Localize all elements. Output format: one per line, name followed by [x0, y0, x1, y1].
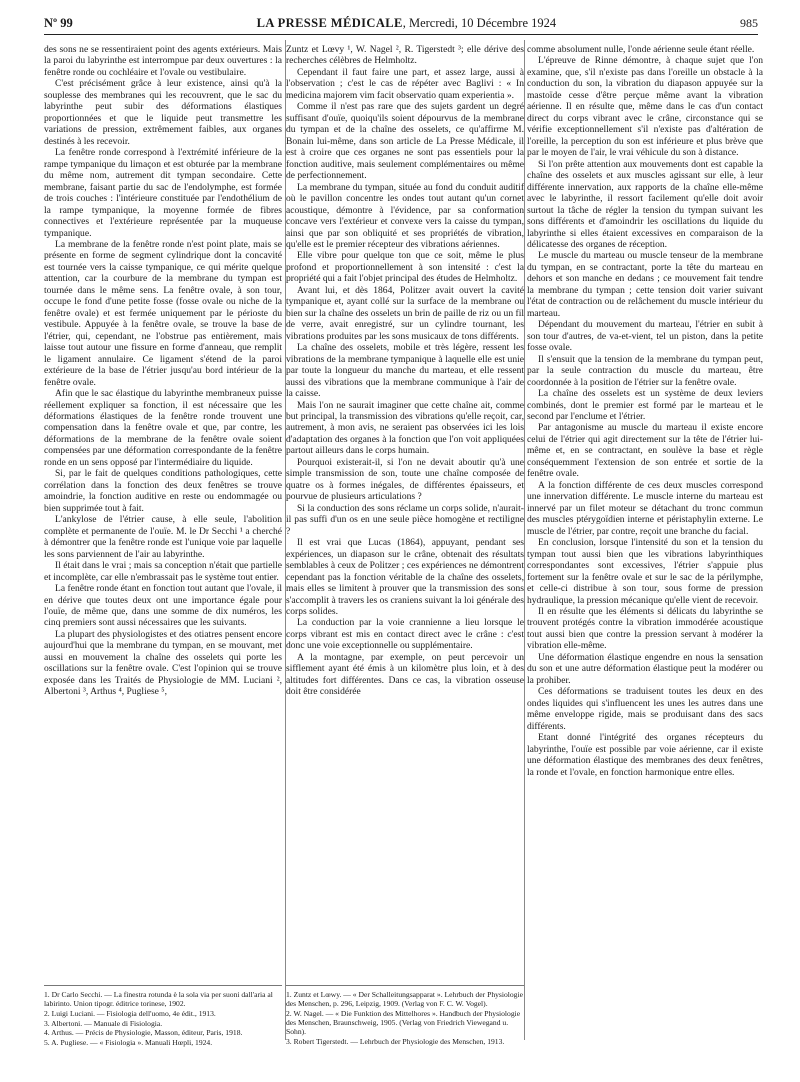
paragraph: A la montagne, par exemple, on peut percevoir un sifflement ayant été émis à un kilomètre plus loin, et à des altitudes fort différentes. Dans ce cas, la vibration osseuse doit être considérée: [286, 651, 524, 698]
paragraph: Pourquoi existerait-il, si l'on ne devait aboutir qu'à une simple transmission de son, toute une chaîne composée de quatre os à formes inégales, de différentes épaisseurs, et pourvue de plusieurs articulations ?: [286, 456, 524, 503]
paragraph: Ces déformations se traduisent toutes les deux en des ondes liquides qui s'influencent les unes les autres dans une même enveloppe rigide, mais se produisant dans des sacs différents.: [527, 686, 763, 732]
text-column-2: [286, 44, 524, 698]
issue-date: , Mercredi, 10 Décembre 1924: [402, 16, 557, 30]
paragraph: L'ankylose de l'étrier cause, à elle seule, l'abolition complète et permanente de l'ouïe. M. le Dr Secchi ¹ a cherché à démontrer que la fenêtre ronde est l'unique voie par laquelle les sons parviennent de l'air au labyrinthe.: [44, 514, 282, 560]
paragraph: La fenêtre ronde étant en fonction tout autant que l'ovale, il en dérive que toutes deux ont une importance égale pour l'ouïe, de même que, dans une somme de dix numéros, les cinq premiers sont aussi nécessaires que les suivants.: [44, 583, 282, 629]
journal-title: [257, 16, 557, 31]
paragraph: Mais l'on ne saurait imaginer que cette chaîne ait, comme but principal, la transmission des vibrations qu'elle reçoit, car, autrement, à mon avis, ne seraient pas observées ici les lois d'adaptation des organes à la fonction que l'on voit appliquées partout ailleurs dans le corps humain.: [286, 399, 524, 457]
paragraph: Si la conduction des sons réclame un corps solide, n'aurait-il pas suffi d'un os en une seule pièce homogène et rectiligne ?: [286, 502, 524, 537]
paragraph: Si, par le fait de quelques conditions pathologiques, cette corrélation dans la fonction des deux fenêtres se trouve amoindrie, la fonction auditive en reste ou endommagée ou bien supprimée tout à fait.: [44, 468, 282, 514]
paragraph: Il s'ensuit que la tension de la membrane du tympan peut, par la seule contraction du muscle du marteau, être coordonnée à la position de l'étrier sur la fenêtre ovale.: [527, 353, 763, 388]
paragraph: Si l'on prête attention aux mouvements dont est capable la chaîne des osselets et aux muscles agissant sur elle, à leur différente innervation, aux rapports de la chaîne elle-même avec le labyrinthe, il ressort facilement qu'elle doit avoir surtout la tâche de régler la tension du tympan suivant les sons différents et d'amoindrir les oscillations du liquide du labyrinthe si elles étaient excessives en comparaison de la délicatesse des organes de réception.: [527, 158, 763, 250]
footnote: 4. Arthus. — Précis de Physiologie, Masson, éditeur, Paris, 1918.: [44, 1028, 243, 1038]
footnote: 5. A. Pugliese. — « Fisiologia ». Manuali Hœpli, 1924.: [44, 1038, 213, 1048]
paragraph: La membrane du tympan, située au fond du conduit auditif où le pavillon concentre les ondes tout autant qu'un cornet acoustique, démontre à l'évidence, par sa conformation concave vers l'extérieur et convexe vers la caisse du tympan, ainsi que par son obliquité et ses propriétés de vibration, qu'elle est le premier récepteur des vibrations aériennes.: [286, 181, 524, 250]
paragraph: des sons ne se ressentiraient point des agents extérieurs. Mais la paroi du labyrinthe est interrompue par deux ouvertures : la fenêtre ronde ou cochléaire et l'ovale ou vestibulaire.: [44, 44, 282, 78]
paragraph: Elle vibre pour quelque ton que ce soit, même le plus profond et proportionnellement à son intensité : c'est la propriété qui a fait l'objet principal des études de Helmholtz.: [286, 250, 524, 285]
paragraph: En conclusion, lorsque l'intensité du son et la tension du tympan tout aussi bien que les vibrations labyrinthiques correspondantes sont excessives, l'étrier s'appuie plus fortement sur la fenêtre ovale et sur le sac de la périlymphe, et celle-ci distribue à son tour, sous forme de pression hydraulique, la pression mécanique qu'elle vient de recevoir.: [527, 537, 763, 606]
footnote: 1. Zuntz et Lœwy. — « Der Schalleitungsapparat ». Lehrbuch der Physiologie des Menschen, p. 296, Leipzig, 1909. (Verlag von F. C. W. Vogel).: [286, 990, 523, 1009]
footnote: 3. Albertoni. — Manuale di Fisiologia.: [44, 1018, 163, 1028]
paragraph: L'épreuve de Rinne démontre, à chaque sujet que l'on examine, que, s'il n'existe pas dans l'oreille un obstacle à la conduction du son, la vibration du diapason appuyée sur la mastoïde cesse d'être perçue même avant la vibration aérienne. Il en résulte que, même dans le cas d'un contact direct du corps vibrant avec le crâne, circonstance qui se vérifie exceptionnellement s'il n'existe pas d'altération de l'oreille, la perception du son est inférieure et plus brève que par le moyen de l'air, le vrai véhicule du son à distance.: [527, 55, 763, 159]
paragraph: Cependant il faut faire une part, et assez large, aussi à l'observation ; c'est le cas de répéter avec Baglivi : « In medicina majorem vim facit observatio quam experientia ».: [286, 66, 524, 101]
journal-name: LA PRESSE MÉDICALE: [256, 16, 403, 30]
paragraph: Afin que le sac élastique du labyrinthe membraneux puisse réellement expliquer sa fonction, il est nécessaire que les déformations élastiques de la fenêtre ronde trouvent une compensation dans la fenêtre ovale et que, par contre, les déformations de la membrane de la fenêtre ovale soient compensées par une déformation correspondante de la fenêtre ronde en un sens opposé par l'intermédiaire du liquide.: [44, 388, 282, 468]
paragraph: Comme il n'est pas rare que des sujets gardent un degré suffisant d'ouïe, quoiqu'ils soient dépourvus de la membrane du tympan et de la chaîne des osselets, ce qu'affirme M. Bonain lui-même, dans son article de La Presse Médicale, il est à croire que ces organes ne sont pas essentiels pour la fonction auditive, mais seulement complémentaires ou même de perfectionnement.: [286, 101, 524, 182]
paragraph: Avant lui, et dès 1864, Politzer avait ouvert la cavité tympanique et, ayant collé sur la surface de la membrane ou bien sur la chaîne des osselets un brin de paille de riz ou un fil de verre, avait enregistré, sur un cylindre tournant, les vibrations produites par les sons musicaux de tons différents.: [286, 284, 524, 342]
issue-number: Nº 99: [44, 16, 73, 30]
paragraph: C'est précisément grâce à leur existence, ainsi qu'à la souplesse des membranes qui les recouvrent, que le sac du labyrinthe peut subir des déformations élastiques proportionnées et que le liquide peut transmettre les variations de pression, extrêmement faibles, aux organes destinés à les recevoir.: [44, 78, 282, 147]
footnote: 2. W. Nagel. — « Die Funktion des Mittelhores ». Handbuch der Physiologie des Menschen, Braunschweig, 1905. (Verlag von Friedrich Viewegand u. Sohn).: [286, 1008, 521, 1037]
paragraph: Dépendant du mouvement du marteau, l'étrier en subit à son tour d'autres, de va-et-vient, tel un piston, dans la petite fosse ovale.: [527, 319, 763, 354]
paragraph: La chaîne des osselets est un système de deux leviers combinés, dont le premier est formé par le marteau et le second par l'enclume et l'étrier.: [527, 388, 763, 422]
paragraph: La membrane de la fenêtre ronde n'est point plate, mais se présente en forme de segment cylindrique dont la concavité est tournée vers la caisse tympanique, ce qui mérite quelque attention, car la courbure de la membrane du tympan est tournée dans le même sens. La fenêtre ovale, à son tour, occupe le fond d'une petite fosse (fosse ovale ou niche de la fenêtre ovale) et est fermée uniquement par le périoste du vestibule. Appuyée à la fenêtre ovale, se trouve la base de l'étrier, qui, cependant, ne l'obstrue pas entièrement, mais laisse tout autour une fissure en forme d'anneau, que remplit le ligament annulaire. Ce ligament s'étend de la paroi extérieure de la base de l'étrier jusqu'au bord intérieur de la fenêtre ovale.: [44, 238, 282, 388]
paragraph: comme absolument nulle, l'onde aérienne seule étant réelle.: [527, 44, 755, 55]
paragraph: La plupart des physiologistes et des otiatres pensent encore aujourd'hui que la membrane du tympan, en se mouvant, met aussi en mouvement la chaîne des osselets qui porte les oscillations sur la fenêtre ovale. C'est l'opinion qui se trouve exposée dans les Traités de Physiologie de MM. Luciani ², Albertoni ³, Arthus ⁴, Pugliese ⁵,: [44, 628, 282, 698]
paragraph: Une déformation élastique engendre en nous la sensation du son et une autre déformation élastique peut la modérer ou la prohiber.: [527, 651, 763, 686]
paragraph: Zuntz et Lœvy ¹, W. Nagel ², R. Tigerstedt ³; elle dérive des recherches célèbres de Helmholtz.: [286, 44, 524, 67]
paragraph: Il était dans le vrai ; mais sa conception n'était que partielle et incomplète, car elle n'embrassait pas le système tout entier.: [44, 560, 282, 583]
paragraph: Etant donné l'intégrité des organes récepteurs du labyrinthe, l'ouïe est possible par voie aérienne, car il existe une déformation élastique des membranes des deux fenêtres, la ronde et l'ovale, en fonction harmonique entre elles.: [527, 732, 763, 778]
text-column-1: [44, 44, 282, 698]
column-divider: [524, 40, 525, 1040]
text-column-3: [527, 44, 763, 778]
paragraph: A la fonction différente de ces deux muscles correspond une innervation différente. Le muscle interne du marteau est innervé par un filet moteur se détachant du tronc commun des muscles ptérygoïdien interne et péristaphylin externe. Le muscle de l'étrier, par contre, reçoit une branche du facial.: [527, 479, 763, 537]
page-header: [44, 16, 758, 35]
paragraph: Le muscle du marteau ou muscle tenseur de la membrane du tympan, en se contractant, porte la tête du marteau en dehors et son manche en dedans ; ce mouvement fait tendre la membrane du tympan ; cette tension doit varier suivant l'état de contraction ou de relâchement du muscle intérieur du marteau.: [527, 250, 763, 319]
paragraph: La chaîne des osselets, mobile et très légère, ressent les vibrations de la membrane tympanique à laquelle elle est unie par toute la longueur du manche du marteau, et elle ressent aussi des vibrations que la membrane communique à l'air de la caisse.: [286, 342, 524, 400]
footnotes-left: [44, 985, 282, 1048]
page-number: 985: [739, 16, 758, 30]
footnotes-right: [286, 985, 524, 1047]
paragraph: Par antagonisme au muscle du marteau il existe encore celui de l'étrier qui agit directement sur la tête de l'étrier lui-même et, en se contractant, en soulève la base et règle conséquemment l'extension de son entrée et sortie de la fenêtre ovale.: [527, 422, 763, 480]
paragraph: La fenêtre ronde correspond à l'extrémité inférieure de la rampe tympanique du limaçon et est obturée par la membrane du même nom, autrement dit tympan secondaire. Cette membrane, faisant partie du sac de l'endolymphe, est formée de trois couches : l'intérieure constituée par l'endothélium de la rampe tympanique, la moyenne formée de fibres connectives et l'extérieure représentée par la muqueuse tympanique.: [44, 147, 282, 239]
footnote: 2. Luigi Luciani. — Fisiologia dell'uomo, 4e édit., 1913.: [44, 1008, 216, 1018]
paragraph: Il en résulte que les éléments si délicats du labyrinthe se trouvent protégés contre la vibration immodérée acoustique tout aussi bien que contre la pression servant à modérer la vibration elle-même.: [527, 605, 763, 652]
paragraph: Il est vrai que Lucas (1864), appuyant, pendant ses expériences, un diapason sur le crâne, obtenait des résultats semblables à ceux de Politzer ; ces expériences ne démontrent cependant pas la fonction véritable de la chaîne des osselets, mais elles se limitent à prouver que la transmission des sons s'accomplit à travers les os craniens suivant la loi générale des corps solides.: [286, 537, 524, 617]
paragraph: La conduction par la voie crannienne a lieu lorsque le corps vibrant est mis en contact direct avec le crâne : c'est donc une voie exceptionnelle ou supplémentaire.: [286, 617, 524, 652]
footnote: 1. Dr Carlo Secchi. — La finestra rotunda è la sola via per suoni dall'aria al labirinto. Union tipogr. éditrice torinese, 1902.: [44, 990, 273, 1009]
footnote: 3. Robert Tigerstedt. — Lehrbuch der Physiologie des Menschen, 1913.: [286, 1037, 505, 1047]
